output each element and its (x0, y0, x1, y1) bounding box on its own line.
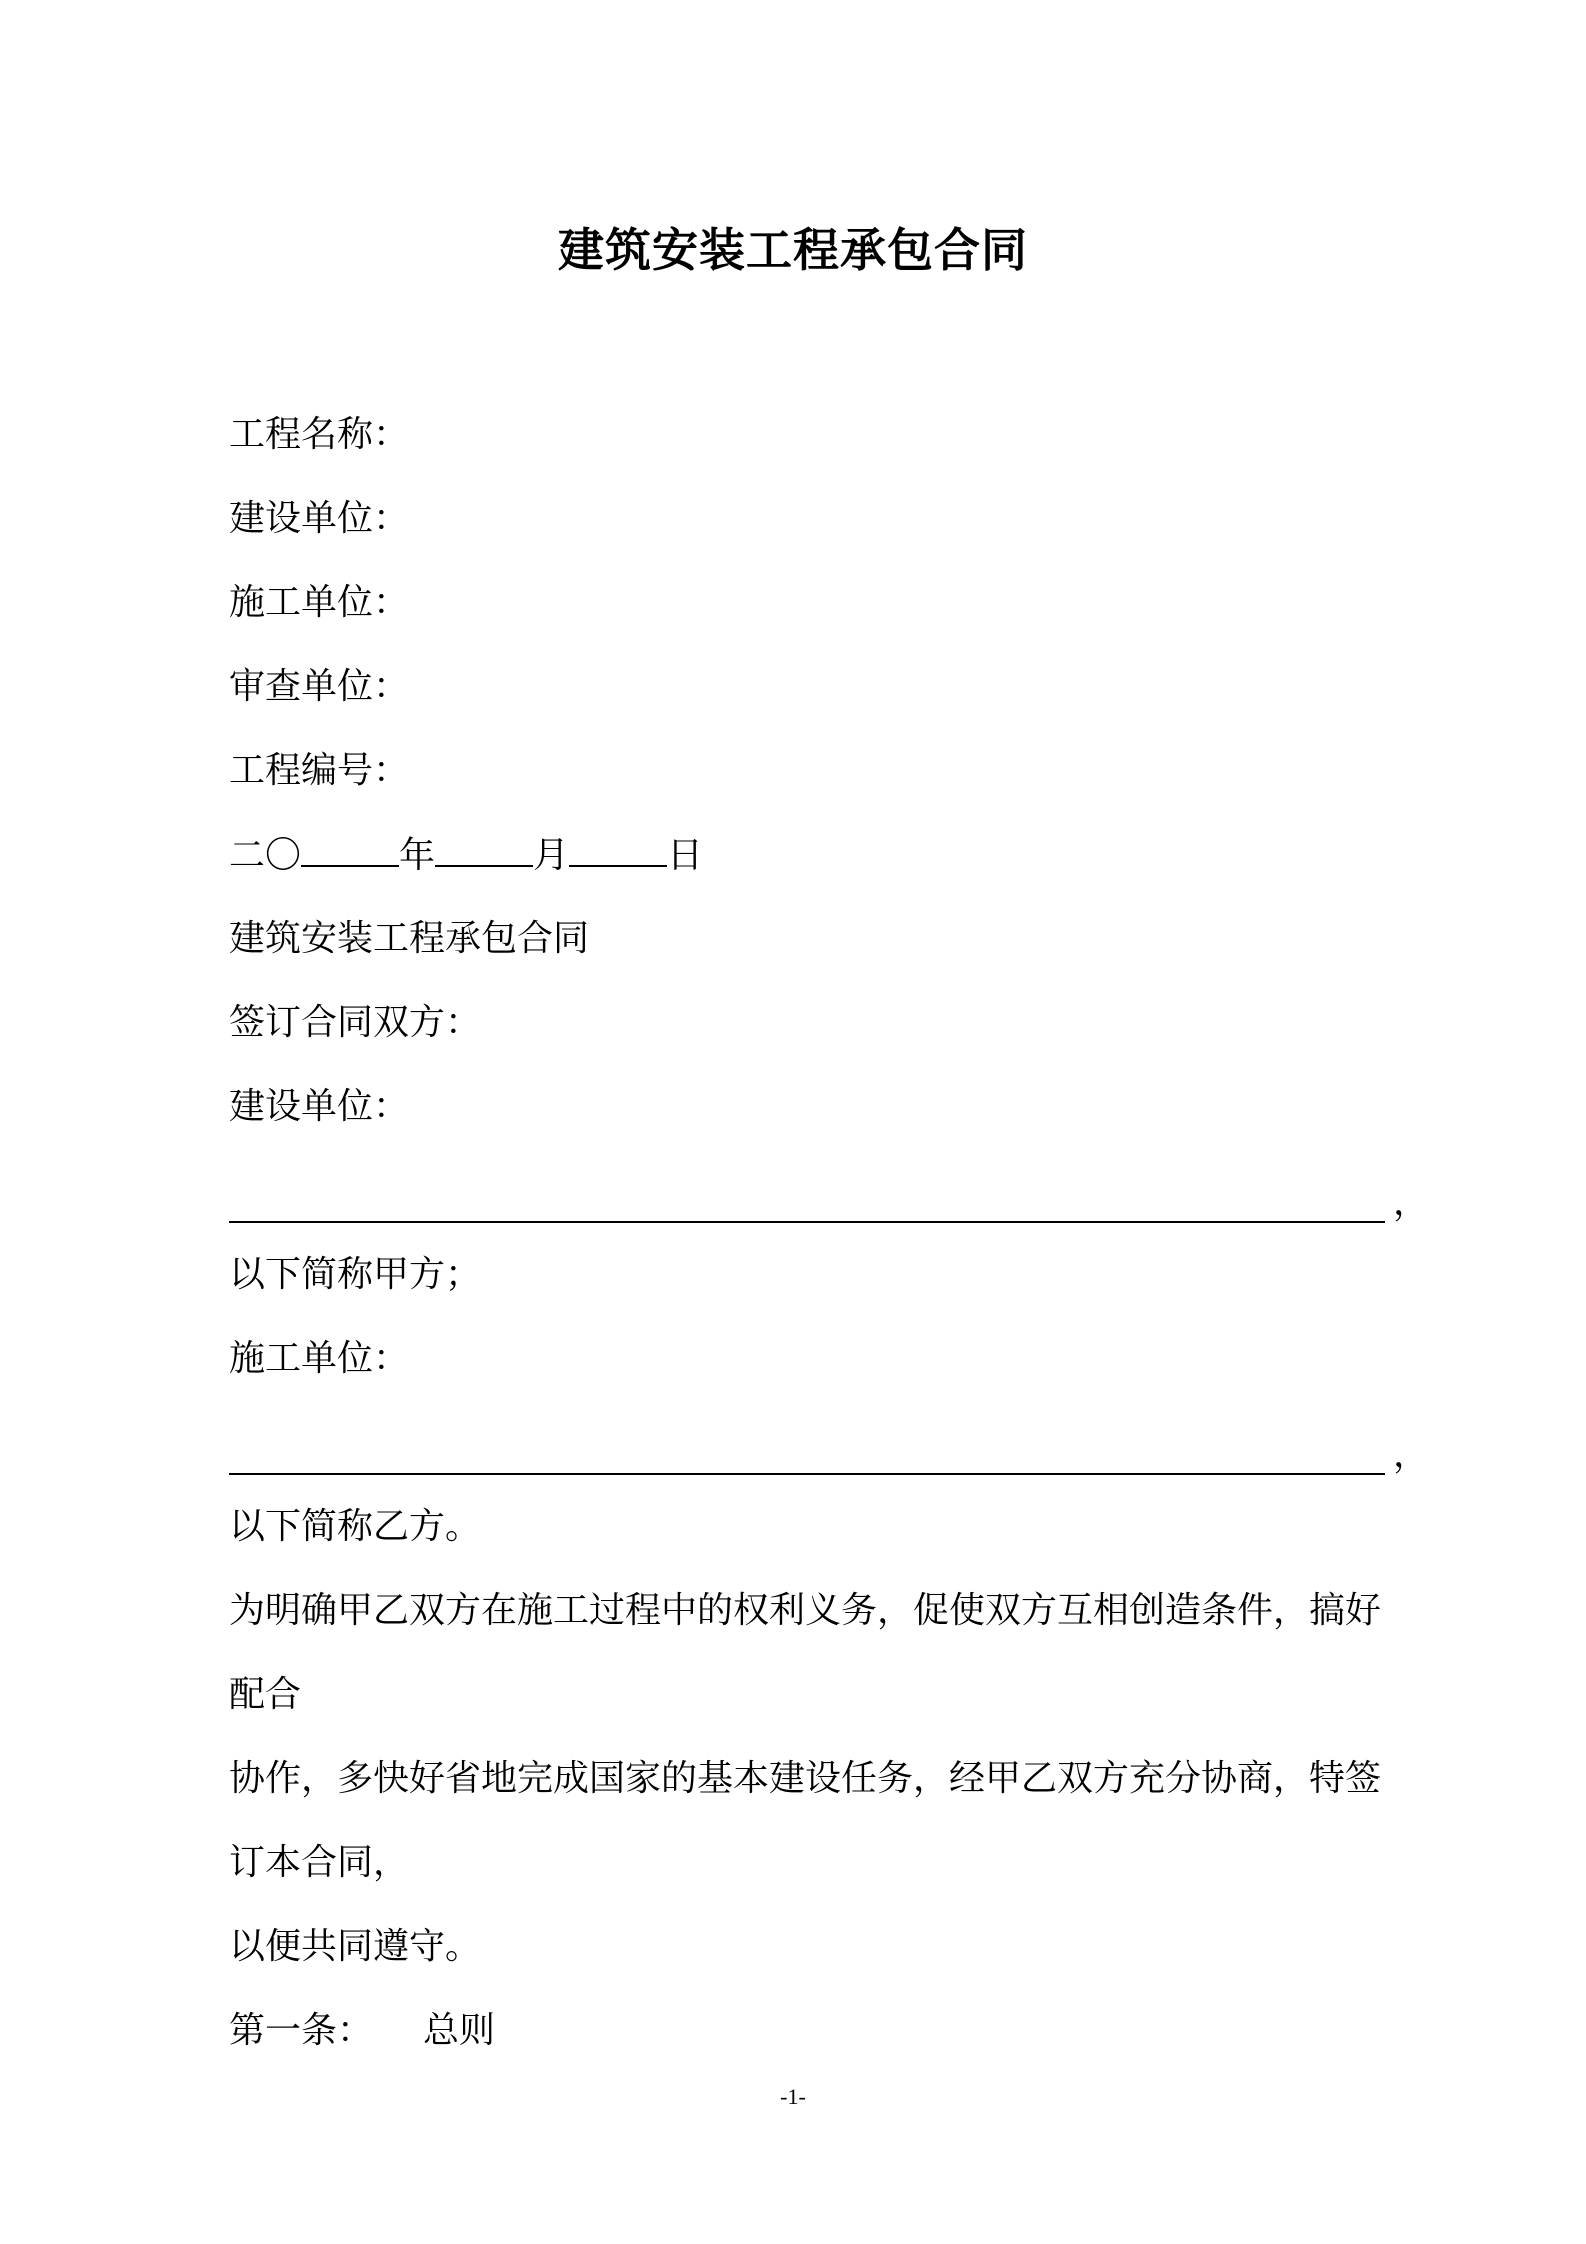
paragraph-2-line-2: 订本合同， (229, 1842, 410, 1883)
paragraph-2-line-1: 协作，多快好省地完成国家的基本建设任务，经甲乙双方充分协商，特签 (229, 1758, 1382, 1799)
body-heading: 建筑安装工程承包合同 (229, 918, 590, 959)
parties-label: 签订合同双方： (229, 1002, 482, 1043)
paragraph-3: 以便共同遵守。 (229, 1926, 482, 1967)
party-a-blank-line (229, 1161, 1429, 1245)
document-body (229, 405, 1429, 2085)
field-project-number: 工程编号： (229, 750, 410, 791)
date-month: 月 (533, 835, 570, 876)
paragraph-1-line-1: 为明确甲乙双方在施工过程中的权利义务，促使双方互相创造条件，搞好 (229, 1590, 1382, 1631)
date-year: 年 (399, 835, 436, 876)
page-number: -1- (780, 2084, 806, 2109)
party-b-alias: 以下简称乙方。 (229, 1506, 482, 1547)
article-1-title: 总则 (423, 2010, 496, 2051)
party-b-blank-line (229, 1413, 1429, 1497)
document-title: 建筑安装工程承包合同 (558, 223, 1028, 277)
party-b-fill-line (229, 1435, 1385, 1475)
date-line (229, 825, 1429, 909)
date-day: 日 (667, 835, 704, 876)
article-1-heading (229, 2001, 1429, 2085)
day-blank (569, 825, 667, 867)
year-blank (301, 825, 399, 867)
party-a-fill-line (229, 1183, 1385, 1223)
party-b-comma: ， (1392, 1434, 1429, 1475)
field-construction-unit: 建设单位： (229, 498, 410, 539)
article-1-label: 第一条： (229, 2010, 374, 2051)
field-project-name: 工程名称： (229, 414, 410, 455)
field-contractor-unit: 施工单位： (229, 582, 410, 623)
paragraph-1-line-2: 配合 (229, 1674, 302, 1715)
date-prefix: 二〇 (229, 835, 302, 876)
party-a-comma: ， (1392, 1182, 1429, 1223)
party-a-alias: 以下简称甲方； (229, 1254, 482, 1295)
field-review-unit: 审查单位： (229, 666, 410, 707)
month-blank (435, 825, 533, 867)
party-a-label: 建设单位： (229, 1086, 410, 1127)
party-b-label: 施工单位： (229, 1338, 410, 1379)
